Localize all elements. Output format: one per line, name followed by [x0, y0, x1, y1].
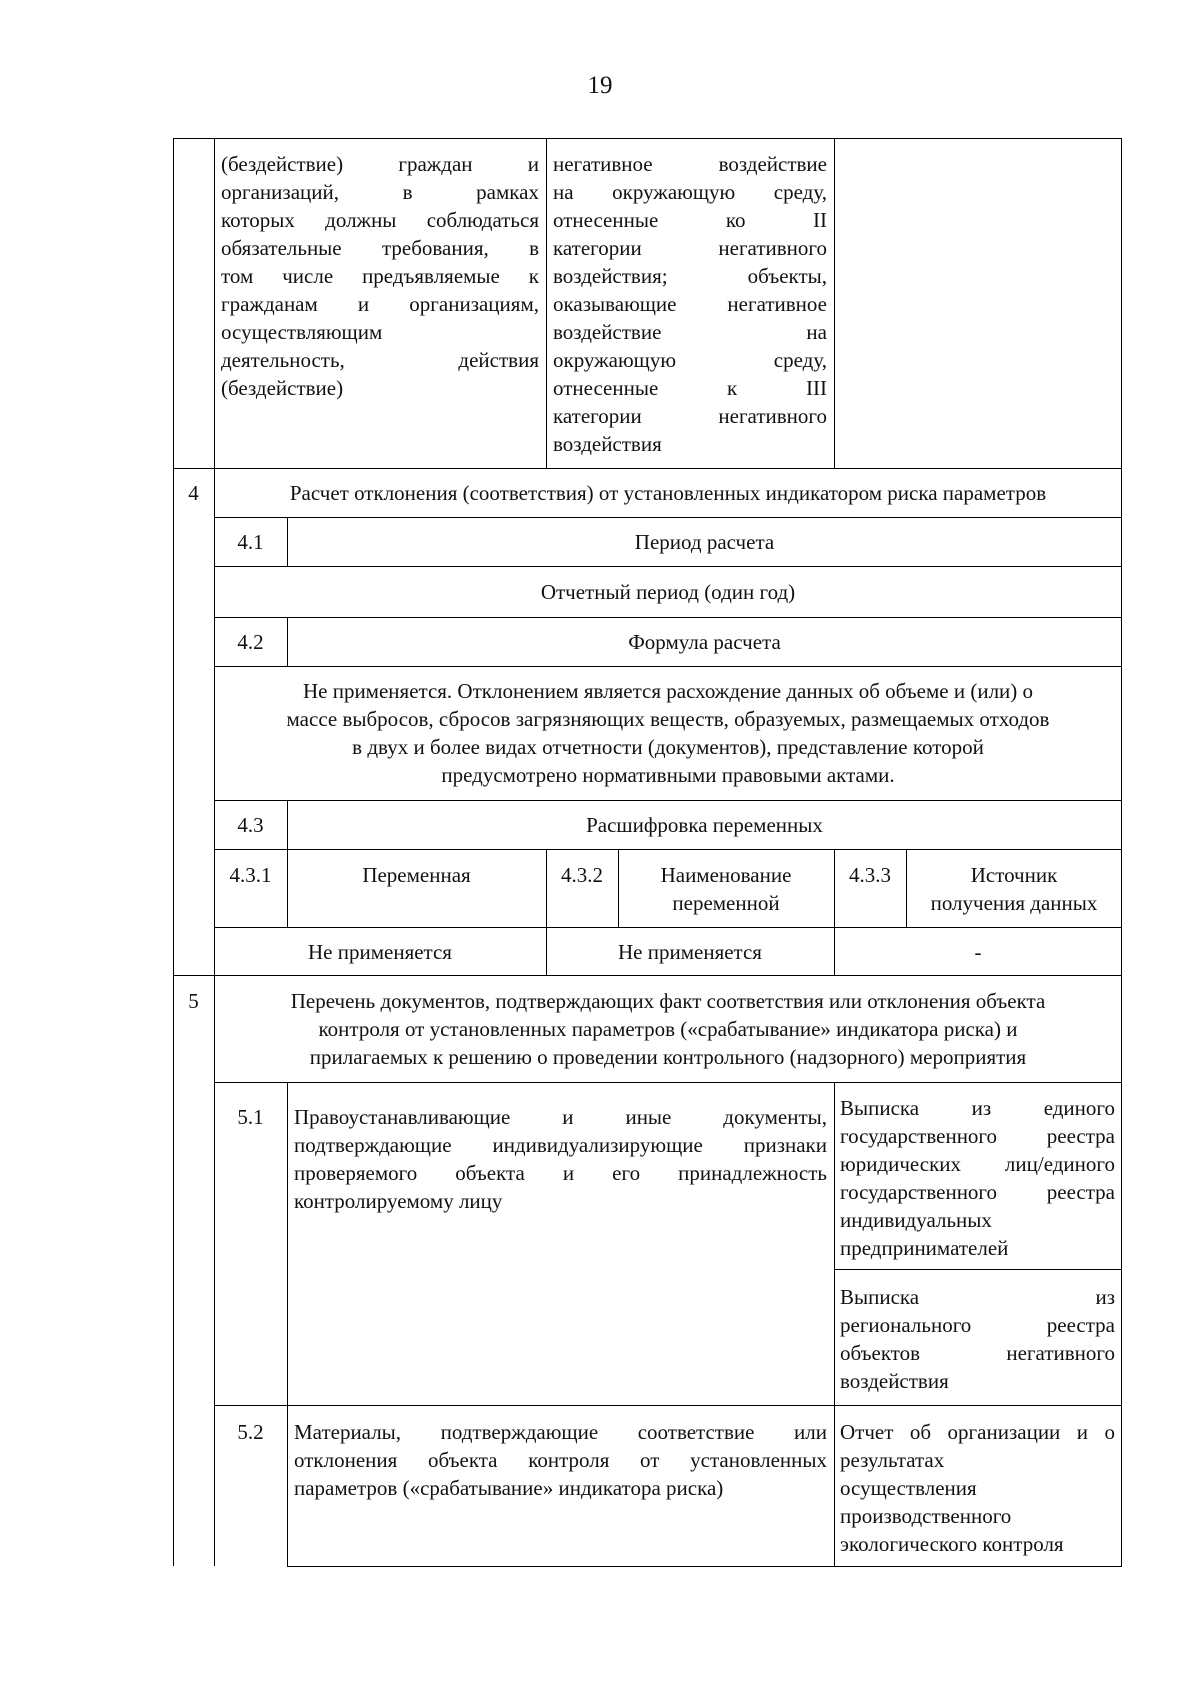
var-value-2: Не применяется: [618, 940, 762, 964]
s51-source-1: Выписка из единого государственного реестра юридических лиц/единого государственного реестра индивидуальных предпринимателей: [840, 1096, 1115, 1260]
s431-number: 4.3.1: [229, 863, 272, 887]
formula-text: Не применяется. Отклонением является расхождение данных об объеме и (или) о массе выбросов, сбросов загрязняющих веществ, образуемых, размещаемых отходов в двух и более видах отчетности (документов), представление которой предусмотрено нормативными правовыми актами.: [286, 679, 1050, 787]
s42-title: Формула расчета: [628, 630, 781, 654]
s432-number: 4.3.2: [561, 863, 603, 887]
s52-text: Материалы, подтверждающие соответствие или отклонения объекта контроля от установленных параметров («срабатывание» индикатора риска): [294, 1420, 827, 1500]
s51-bottom: [214, 1405, 1122, 1406]
s431-title: Переменная: [362, 863, 471, 887]
formula-bottom: [214, 800, 1122, 801]
s5-src-divider: [834, 1082, 835, 1566]
s51-src-mid: [834, 1269, 1122, 1270]
row3-divider-1: [546, 138, 547, 468]
s4-title: Расчет отклонения (соответствия) от установленных индикатором риска параметров: [289, 481, 1047, 505]
s432-title: Наименование переменной: [660, 863, 792, 915]
s4-number: 4: [188, 481, 199, 505]
s5-num-divider: [287, 1082, 288, 1566]
s43-title: Расшифровка переменных: [586, 813, 823, 837]
s42-bottom: [214, 666, 1122, 667]
var-value-3: -: [974, 940, 982, 964]
table-top-line: [173, 138, 1122, 139]
s51-number: 5.1: [237, 1105, 264, 1129]
s51-text: Правоустанавливающие и иные документы, подтверждающие индивидуализирующие признаки проверяемого объекта и его принадлежность контролируемому лицу: [294, 1105, 827, 1213]
period-text: Отчетный период (один год): [540, 580, 796, 604]
s52-source: Отчет об организации и о результатах осуществления производственного экологического контроля: [840, 1420, 1115, 1556]
s5-title-bottom: [214, 1082, 1122, 1083]
s52-bottom: [287, 1566, 1122, 1567]
s52-number: 5.2: [237, 1420, 264, 1444]
row3-col2-text: (бездействие) граждан и организаций, в рамках которых должны соблюдаться обязательные требования, в том числе предъявляемые к гражданам и организациям, осуществляющим деятельность, действия (бездействие): [221, 152, 539, 400]
s43-number: 4.3: [237, 813, 264, 837]
s51-source-2: Выписка из регионального реестра объектов негативного воздействия: [840, 1285, 1115, 1393]
s43-bottom: [214, 849, 1122, 850]
s41-number: 4.1: [237, 530, 264, 554]
s41-title: Период расчета: [634, 530, 775, 554]
row3-bottom-line: [173, 468, 1122, 469]
s5-number: 5: [188, 989, 199, 1013]
s5-title: Перечень документов, подтверждающих факт соответствия или отклонения объекта контроля от установленных параметров («срабатывание» индикатора риска) и прилагаемых к решению о проведении контрольного (надзорного) мероприятия: [290, 989, 1046, 1069]
var-header-bottom: [214, 927, 1122, 928]
row3-divider-2: [834, 138, 835, 468]
var-value-1: Не применяется: [308, 940, 452, 964]
table-border-right: [1121, 138, 1122, 1566]
s433-number: 4.3.3: [849, 863, 891, 887]
s4-bottom: [173, 975, 1122, 976]
table-border-num-col: [214, 138, 215, 1566]
s41-bottom: [214, 566, 1122, 567]
s433-title: Источник получения данных: [930, 863, 1098, 915]
s4-title-bottom: [214, 517, 1122, 518]
table-border-left: [173, 138, 174, 1566]
row3-col3-text: негативное воздействие на окружающую среду, отнесенные ко II категории негативного воздействия; объекты, оказывающие негативное воздействие на окружающую среду, отнесенные к III категории негативного воздействия: [553, 152, 827, 456]
page-number: 19: [587, 72, 613, 99]
period-bottom: [214, 617, 1122, 618]
s42-number: 4.2: [237, 630, 264, 654]
